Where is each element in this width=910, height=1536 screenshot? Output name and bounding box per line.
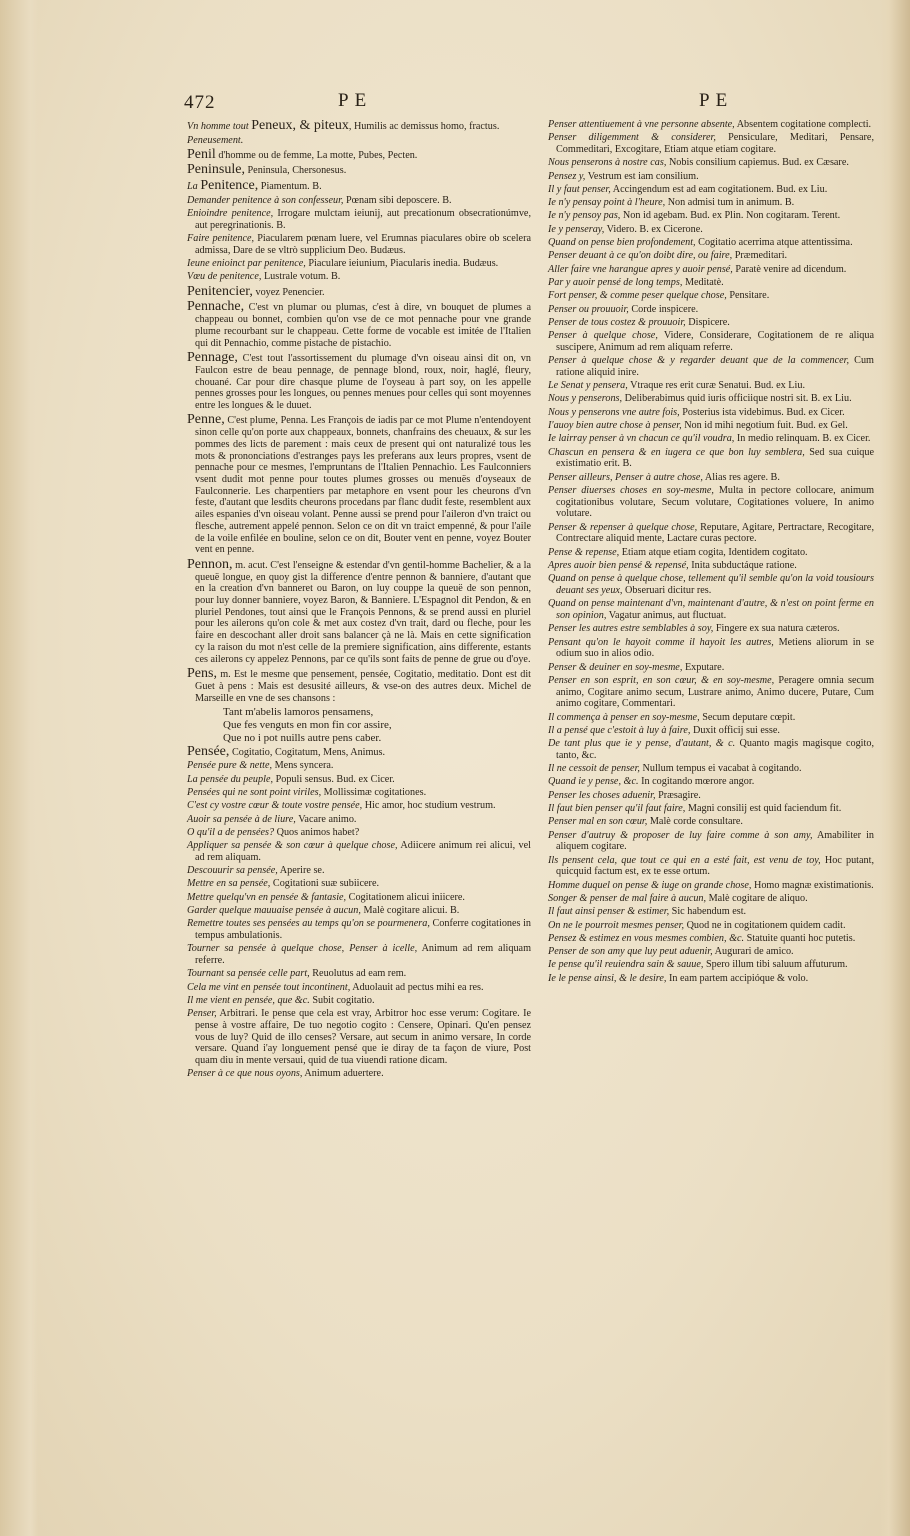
dictionary-entry bbox=[548, 355, 874, 378]
entry-definition: Malè cogitare de aliquo. bbox=[706, 892, 808, 904]
entry-french-phrase: Tourner sa pensée à quelque chose, Penser à icelle, bbox=[187, 943, 418, 955]
dictionary-entry bbox=[548, 623, 874, 635]
entry-french-phrase: Garder quelque mauuaise pensée à aucun, bbox=[187, 905, 361, 917]
entry-french-phrase: De tant plus que ie y pense, d'autant, & c. bbox=[548, 738, 736, 750]
dictionary-entry bbox=[548, 304, 874, 316]
dictionary-entry bbox=[548, 816, 874, 828]
entry-french-phrase: Il commença à penser en soy-mesme, bbox=[548, 711, 700, 723]
entry-definition: Multa in pectore collocare, animum cogitationibus volutare, Secum volutare, Cogitationes voluere, In animo volutare. bbox=[556, 484, 874, 520]
entry-french-phrase: Vn homme tout bbox=[187, 121, 249, 132]
entry-french-phrase: On ne le pourroit mesmes penser, bbox=[548, 919, 685, 931]
entry-french-phrase: I'auoy bien autre chose à penser, bbox=[548, 420, 682, 432]
dictionary-entry bbox=[187, 179, 531, 193]
dictionary-entry bbox=[187, 774, 531, 786]
entry-french-phrase: Apres auoir bien pensé & repensé, bbox=[548, 559, 689, 571]
entry-french-phrase: Penser deuant à ce qu'on doibt dire, ou faire, bbox=[548, 250, 733, 262]
dictionary-entry bbox=[187, 558, 531, 666]
entry-headword: Pennache, bbox=[187, 299, 245, 315]
entry-french-phrase: Ils pensent cela, que tout ce qui en a esté fait, est venu de toy, bbox=[548, 854, 821, 866]
entry-definition: Cogitationi suæ subiicere. bbox=[270, 878, 380, 890]
entry-french-phrase: Quand ie y pense, &c. bbox=[548, 776, 639, 788]
entry-definition: Hic amor, hoc studium vestrum. bbox=[362, 800, 496, 812]
entry-definition: Spero illum tibi saluum affuturum. bbox=[703, 959, 848, 971]
entry-headword: Penitencier, bbox=[187, 283, 253, 299]
entry-definition: Sic habendum est. bbox=[669, 906, 747, 918]
entry-french-phrase: Homme duquel on pense & iuge on grande chose, bbox=[548, 879, 752, 891]
entry-french-phrase: Ie lairray penser à vn chacun ce qu'il voudra, bbox=[548, 433, 735, 445]
right-running-head: P E bbox=[699, 90, 729, 111]
dictionary-entry bbox=[548, 920, 874, 932]
entry-definition: Peragere omnia secum animo, Cogitare animo secum, Lustrare animo, Animo ducere, Putare, Cum animo cogitare, Commentari. bbox=[556, 674, 875, 710]
left-running-head: P E bbox=[338, 90, 368, 111]
dictionary-entry bbox=[548, 237, 874, 249]
entry-french-phrase: Il faut ainsi penser & estimer, bbox=[548, 906, 670, 918]
entry-french-phrase: Tournant sa pensée celle part, bbox=[187, 968, 310, 980]
dictionary-entry bbox=[187, 258, 531, 270]
entry-french-phrase: Songer & penser de mal faire à aucun, bbox=[548, 892, 707, 904]
dictionary-entry bbox=[548, 973, 874, 985]
entry-french-phrase: Pense & repense, bbox=[548, 546, 620, 558]
entry-french-phrase: Penser de son amy que luy peut aduenir, bbox=[548, 946, 713, 958]
dictionary-entry bbox=[548, 171, 874, 183]
entry-definition: Obseruari dicitur res. bbox=[622, 584, 712, 596]
entry-definition: Inita subductáque ratione. bbox=[688, 559, 797, 571]
entry-french-phrase: La bbox=[187, 181, 198, 193]
entry-french-phrase: Demander penitence à son confesseur, bbox=[187, 194, 344, 206]
dictionary-entry bbox=[187, 968, 531, 980]
dictionary-entry bbox=[187, 982, 531, 994]
entry-definition: In cogitando mœrore angor. bbox=[638, 776, 755, 788]
entry-definition: Non id agebam. Bud. ex Plin. Non cogitaram. Terent. bbox=[620, 210, 841, 222]
entry-definition: Arbitrari. Ie pense que cela est vray, Arbitror hoc esse verum: Cogitare. Ie pense à vostre affaire, De tuo negotio cogito : Censere, Opinari. Qu'en pensez vous de luy? Quid de illo censes? Versare, aut secum in animo versare, In corde versare. Quand i'ay longuement pensé que ie diray de ta façon de viure, Post quam diu in mente versaui, quid de tua viuendi ratione dicam. bbox=[195, 1008, 531, 1067]
dictionary-entry bbox=[187, 760, 531, 772]
dictionary-entry bbox=[187, 827, 531, 839]
entry-definition: Irrogare mulctam ieiunij, aut precationum obsecrationúmve, aut peregrinationis. B. bbox=[195, 207, 531, 231]
entry-french-phrase: Penser diuerses choses en soy-mesme, bbox=[548, 484, 714, 496]
entry-definition: Metiens aliorum in se odium suo in alios odio. bbox=[556, 636, 875, 660]
dictionary-entry bbox=[548, 420, 874, 432]
entry-definition: Etiam atque etiam cogita, Identidem cogitato. bbox=[619, 546, 808, 558]
entry-definition: Aperire se. bbox=[277, 865, 325, 877]
entry-french-phrase: Il y faut penser, bbox=[548, 183, 611, 195]
dictionary-entry bbox=[187, 745, 531, 759]
entry-definition: Dispicere. bbox=[685, 316, 730, 328]
dictionary-entry bbox=[548, 380, 874, 392]
dictionary-entry bbox=[548, 210, 874, 222]
dictionary-entry bbox=[187, 148, 531, 162]
dictionary-entry bbox=[548, 637, 874, 660]
entry-french-phrase: Penser de tous costez & prouuoir, bbox=[548, 316, 686, 328]
verse-quotation bbox=[223, 706, 531, 745]
entry-french-phrase: Penser d'autruy & proposer de luy faire comme à son amy, bbox=[548, 829, 813, 841]
dictionary-entry bbox=[548, 547, 874, 559]
entry-french-phrase: Penser ailleurs, Penser à autre chose, bbox=[548, 471, 703, 483]
dictionary-entry bbox=[187, 195, 531, 207]
dictionary-entry bbox=[548, 855, 874, 878]
entry-french-phrase: Penser à quelque chose, bbox=[548, 330, 658, 342]
dictionary-entry bbox=[548, 959, 874, 971]
entry-french-phrase: Penser à quelque chose & y regarder deuant que de la commencer, bbox=[548, 355, 850, 367]
entry-french-phrase: Penser diligemment & considerer, bbox=[548, 132, 716, 144]
entry-definition: Præsagire. bbox=[655, 789, 701, 801]
entry-french-phrase: Ie n'y pensoy pas, bbox=[548, 210, 621, 222]
entry-definition: Magni consilij est quid faciendum fit. bbox=[685, 803, 842, 815]
entry-definition: In eam partem accipióque & volo. bbox=[666, 972, 809, 984]
entry-definition: Animum aduertere. bbox=[302, 1068, 384, 1080]
dictionary-entry bbox=[548, 560, 874, 572]
entry-definition: C'est tout l'assortissement du plumage d'vn oiseau ainsi dit on, vn Faulcon estre de beau pennage, de pennage blond, roux, noir, haglé, fleury, chouané. Car pour dire chasque plume de l'oyseau à part soy, on les appelle pennes grosses pour les longues, ou pennes menues pour celles qui sont moyennes entre les longues & le duuet. bbox=[195, 352, 531, 411]
entry-definition: In medio relinquam. B. ex Cicer. bbox=[734, 433, 871, 445]
dictionary-entry bbox=[187, 1008, 531, 1067]
entry-french-phrase: O qu'il a de pensées? bbox=[187, 826, 275, 838]
dictionary-entry bbox=[187, 905, 531, 917]
entry-french-phrase: Mettre en sa pensée, bbox=[187, 878, 271, 890]
dictionary-entry bbox=[548, 317, 874, 329]
entry-french-phrase: Quand on pense bien profondement, bbox=[548, 237, 696, 249]
entry-french-phrase: Il ne cessoit de penser, bbox=[548, 763, 640, 775]
dictionary-entry bbox=[548, 447, 874, 470]
entry-definition: Videre, Considerare, Cogitationem de re aliqua suscipere, Animum ad rem aliquam referre. bbox=[556, 330, 874, 353]
dictionary-entry bbox=[548, 119, 874, 131]
entry-headword: Pensée, bbox=[187, 743, 230, 759]
entry-definition: Vagatur animus, aut fluctuat. bbox=[606, 609, 727, 621]
entry-definition: Reputare, Agitare, Pertractare, Recogitare, Contrectare aliquid mente, Lactare curas pectore. bbox=[556, 521, 874, 545]
entry-definition: Subit cogitatio. bbox=[309, 994, 375, 1006]
dictionary-entry bbox=[548, 250, 874, 262]
dictionary-entry bbox=[548, 946, 874, 958]
entry-french-phrase: Descouurir sa pensée, bbox=[187, 865, 278, 877]
right-column bbox=[548, 119, 874, 986]
verse-line: Que no i pot nuills autre pens caber. bbox=[223, 731, 382, 744]
entry-definition: Quanto magis magisque cogito, tanto, &c. bbox=[556, 738, 874, 761]
dictionary-entry bbox=[548, 803, 874, 815]
entry-french-phrase: Mettre quelqu'vn en pensée & fantasie, bbox=[187, 891, 347, 903]
entry-definition: Corde inspicere. bbox=[628, 303, 699, 315]
entry-headword: Peneux, & piteux bbox=[251, 118, 349, 133]
entry-french-phrase: Il a pensé que c'estoit à luy à faire, bbox=[548, 724, 691, 736]
entry-french-phrase: Nous y penserons vne autre fois, bbox=[548, 406, 680, 418]
entry-french-phrase: Le Senat y pensera, bbox=[548, 380, 628, 392]
entry-french-phrase: La pensée du peuple, bbox=[187, 773, 274, 785]
entry-definition: Secum deputare cœpit. bbox=[699, 711, 796, 723]
dictionary-entry bbox=[548, 393, 874, 405]
dictionary-entry bbox=[187, 285, 531, 299]
entry-definition: Deliberabimus quid iuris officiique nostri sit. B. ex Liu. bbox=[622, 393, 852, 405]
entry-definition: C'est vn plumar ou plumas, c'est à dire, vn bouquet de plumes a chappeau ou bonnet, combien qu'on vse de ce mot pennache pour vne grande plume recourbant sur le chappeau. Cette forme de vocable est imitée de l'Italien qui dit Pennachio, comme pistache de pistachio. bbox=[195, 302, 531, 349]
entry-french-phrase: Chascun en pensera & en iugera ce que bon luy semblera, bbox=[548, 446, 805, 458]
dictionary-entry bbox=[548, 763, 874, 775]
dictionary-entry bbox=[187, 233, 531, 256]
dictionary-entry bbox=[548, 224, 874, 236]
entry-headword: Pennon, bbox=[187, 556, 233, 572]
dictionary-entry bbox=[548, 906, 874, 918]
entry-definition: Pœnam sibi deposcere. B. bbox=[343, 194, 452, 206]
dictionary-entry bbox=[187, 814, 531, 826]
dictionary-entry bbox=[187, 892, 531, 904]
entry-french-phrase: Pensées qui ne sont point viriles, bbox=[187, 787, 322, 798]
entry-definition: Populi sensus. Bud. ex Cicer. bbox=[273, 773, 395, 785]
entry-definition: Pensitare. bbox=[726, 290, 770, 302]
entry-definition: C'est plume, Penna. Les François de iadis par ce mot Plume n'entendoyent sinon celle qu'on porte aux chappeaux, bonnets, chanfrains des cheuaux, & sur les pommes des licts de parement : mais ceux de present qui ont naturalizé tous les mots & prononciations d'estranges pays les preferans aux leurs propres, vsent de pennache pour ce mesmes, l'empruntans de l'Italien Pennachio. Les Faulconniers vsent dudit mot penne pour toutes plumes grosses ou menuës d'oyseaux de Faulconnerie. Les charpentiers par metaphore en vsent pour les cheurons d'vn feste, d'autant que lesdits cheurons procedans par flanc dudit feste, resemblent aux ailes espanies d'vn oiseau volant. Penne aussi se prend pour l'aileron d'vn traict ou flesche, autrement appelé pennon. Selon ce on dit vn traict empenné, & pour l'aile de la voile enfilée en bouline, selon ce on dit, Bouter vent en penne, voyez Bouter vent en penne. bbox=[195, 415, 531, 556]
entry-definition: Mollissimæ cogitationes. bbox=[321, 787, 427, 798]
dictionary-entry bbox=[548, 893, 874, 905]
entry-definition: Amabiliter in aliquem cogitare. bbox=[556, 829, 874, 853]
entry-french-phrase: Penser en son esprit, en son cœur, & en soy-mesme, bbox=[548, 674, 775, 686]
entry-definition: Sed sua cuique existimatio erit. B. bbox=[556, 446, 874, 470]
dictionary-entry bbox=[548, 522, 874, 545]
entry-french-phrase: Penser ou prouuoir, bbox=[548, 303, 629, 315]
dictionary-entry bbox=[548, 472, 874, 484]
dictionary-entry bbox=[548, 675, 874, 710]
entry-definition: Piacularem pœnam luere, vel Erumnas piaculares obire ob scelera admissa, Dare de se vltrò supplicium Deo. Budæus. bbox=[195, 232, 531, 256]
entry-french-phrase: Appliquer sa pensée & son cœur à quelque chose, bbox=[187, 840, 398, 852]
dictionary-entry bbox=[548, 573, 874, 596]
entry-definition: Absentem cogitatione complecti. bbox=[734, 119, 872, 130]
dictionary-entry bbox=[548, 264, 874, 276]
entry-french-phrase: Aller faire vne harangue apres y auoir pensé, bbox=[548, 263, 733, 275]
dictionary-entry bbox=[187, 787, 531, 799]
dictionary-entry bbox=[187, 300, 531, 349]
entry-definition: Exputare. bbox=[682, 661, 725, 673]
dictionary-entry bbox=[548, 197, 874, 209]
entry-definition: Quos animos habet? bbox=[274, 826, 360, 838]
dictionary-entry bbox=[548, 933, 874, 945]
entry-french-phrase: Penser les autres estre semblables à soy, bbox=[548, 623, 714, 635]
verse-line: Tant m'abelis lamoros pensamens, bbox=[223, 705, 374, 718]
dictionary-entry bbox=[548, 880, 874, 892]
entry-definition: Duxit officij sui esse. bbox=[690, 724, 780, 736]
dictionary-entry bbox=[548, 132, 874, 155]
entry-definition: Conferre cogitationes in tempus ambulationis. bbox=[195, 918, 532, 942]
entry-definition: Meditatè. bbox=[682, 276, 724, 288]
entry-french-phrase: Faire penitence, bbox=[187, 232, 255, 244]
entry-definition: Cogitationem alicui iniicere. bbox=[346, 891, 465, 903]
entry-french-phrase: Pensez & estimez en vous mesmes combien, &c. bbox=[548, 932, 745, 944]
entry-definition: Fingere ex sua natura cæteros. bbox=[713, 623, 840, 635]
dictionary-entry bbox=[548, 598, 874, 621]
entry-definition: Animum ad rem aliquam referre. bbox=[195, 943, 532, 967]
entry-french-phrase: Pensez y, bbox=[548, 170, 586, 182]
entry-definition: Nullum tempus ei vacabat à cogitando. bbox=[639, 763, 802, 775]
entry-definition: Paratè venire ad dicendum. bbox=[732, 263, 847, 275]
entry-definition: Statuite quanti hoc putetis. bbox=[744, 932, 856, 944]
left-column bbox=[187, 119, 531, 1082]
entry-definition: Vtraque res erit curæ Senatui. Bud. ex Liu. bbox=[627, 380, 805, 392]
entry-definition: Videro. B. ex Cicerone. bbox=[604, 223, 703, 235]
dictionary-entry bbox=[548, 485, 874, 520]
entry-definition: Quod ne in cogitationem quidem cadit. bbox=[684, 919, 846, 931]
entry-french-phrase: Penser mal en son cœur, bbox=[548, 816, 648, 828]
entry-definition: Augurari de amico. bbox=[712, 946, 794, 958]
entry-definition: m. Est le mesme que pensement, pensée, Cogitatio, meditatio. Dont est dit Guet à pens : Mais est desusité ailleurs, & vse-on des autres deux. Michel de Marseille en vne de ses chansons : bbox=[195, 668, 531, 704]
dictionary-entry bbox=[548, 790, 874, 802]
dictionary-entry bbox=[548, 712, 874, 724]
entry-french-phrase: Enioindre penitence, bbox=[187, 207, 274, 219]
entry-definition: Mens syncera. bbox=[272, 760, 334, 772]
dictionary-entry bbox=[548, 277, 874, 289]
entry-french-phrase: Par y auoir pensé de long temps, bbox=[548, 276, 683, 288]
dictionary-entry bbox=[548, 433, 874, 445]
entry-french-phrase: Penser & deuiner en soy-mesme, bbox=[548, 661, 683, 673]
dictionary-entry bbox=[548, 725, 874, 737]
dictionary-entry bbox=[187, 878, 531, 890]
dictionary-entry bbox=[187, 865, 531, 877]
dictionary-entry bbox=[548, 157, 874, 169]
entry-definition: Malè cogitare alicui. B. bbox=[360, 905, 460, 917]
entry-french-phrase: Penser les choses aduenir, bbox=[548, 789, 656, 801]
dictionary-entry bbox=[187, 351, 531, 412]
dictionary-entry bbox=[187, 995, 531, 1007]
entry-definition: d'homme ou de femme, La motte, Pubes, Pecten. bbox=[215, 149, 418, 161]
entry-headword: Peninsule, bbox=[187, 162, 245, 178]
entry-french-phrase: Penser, bbox=[187, 1008, 217, 1020]
dictionary-entry bbox=[187, 119, 531, 133]
entry-definition: voyez Penencier. bbox=[252, 286, 325, 298]
entry-definition: Hoc putant, quicquid factum est, ex te esse ortum. bbox=[556, 854, 875, 878]
entry-french-phrase: Penser & repenser à quelque chose, bbox=[548, 521, 698, 533]
entry-definition: Reuolutus ad eam rem. bbox=[309, 968, 407, 980]
entry-definition: Malè corde consultare. bbox=[647, 816, 743, 828]
dictionary-entry bbox=[187, 840, 531, 863]
entry-headword: Pennage, bbox=[187, 349, 238, 365]
entry-french-phrase: Auoir sa pensée à de liure, bbox=[187, 813, 296, 825]
dictionary-entry bbox=[548, 290, 874, 302]
entry-french-phrase: Nous penserons à nostre cas, bbox=[548, 157, 667, 169]
entry-definition: Non id mihi negotium fuit. Bud. ex Gel. bbox=[681, 420, 848, 432]
entry-french-phrase: Peneusement. bbox=[187, 134, 244, 146]
entry-definition: Non admisi tum in animum. B. bbox=[665, 197, 795, 209]
entry-french-phrase: Pensant qu'on le hayoit comme il hayoit les autres, bbox=[548, 636, 774, 648]
verse-line: Que fes venguts en mon fin cor assire, bbox=[223, 718, 392, 731]
dictionary-entry bbox=[548, 776, 874, 788]
entry-french-phrase: Cela me vint en pensée tout incontinent, bbox=[187, 981, 351, 993]
entry-definition: Præmeditari. bbox=[732, 250, 788, 262]
entry-definition: Vacare animo. bbox=[295, 813, 357, 825]
entry-headword: Penitence, bbox=[200, 178, 259, 194]
entry-french-phrase: Pensée pure & nette, bbox=[187, 760, 273, 772]
entry-definition: Cogitatio acerrima atque attentissima. bbox=[695, 237, 853, 249]
entry-definition: Vestrum est iam consilium. bbox=[585, 170, 699, 182]
entry-french-phrase: Ie y penseray, bbox=[548, 223, 605, 235]
dictionary-entry bbox=[548, 330, 874, 353]
entry-french-phrase: Remettre toutes ses pensées au temps qu'on se pourmenera, bbox=[187, 918, 430, 930]
entry-headword: Pens, bbox=[187, 665, 217, 681]
entry-french-phrase: Il me vient en pensée, que &c. bbox=[187, 994, 310, 1006]
entry-french-phrase: Penser à ce que nous oyons, bbox=[187, 1068, 303, 1080]
page-header bbox=[0, 90, 910, 120]
dictionary-entry bbox=[548, 830, 874, 853]
dictionary-entry bbox=[187, 208, 531, 231]
entry-french-phrase: Ieune enioinct par penitence, bbox=[187, 257, 306, 269]
entry-french-phrase: Quand on pense à quelque chose, tellement qu'il semble qu'on la void tousiours deuant ses yeux, bbox=[548, 573, 874, 596]
entry-definition: Homo magnæ existimationis. bbox=[751, 879, 874, 891]
entry-headword: Penil bbox=[187, 146, 216, 162]
entry-definition: Pensiculare, Meditari, Pensare, Commeditari, Excogitare, Etiam atque etiam cogitare. bbox=[556, 132, 874, 155]
dictionary-entry bbox=[548, 184, 874, 196]
entry-definition: Adiicere animum rei alicui, vel ad rem aliquam. bbox=[195, 840, 532, 863]
entry-definition: Posterius ista videbimus. Bud. ex Cicer. bbox=[679, 406, 845, 418]
entry-definition: Cogitatio, Cogitatum, Mens, Animus. bbox=[229, 746, 386, 758]
entry-french-phrase: Ie pense qu'il reuiendra sain & sauue, bbox=[548, 959, 704, 971]
dictionary-entry bbox=[187, 163, 531, 177]
entry-definition: Alias res agere. B. bbox=[702, 471, 780, 483]
entry-definition: Piaculare ieiunium, Piacularis inedia. Budæus. bbox=[305, 257, 499, 269]
entry-french-phrase: Il faut bien penser qu'il faut faire, bbox=[548, 803, 686, 815]
entry-definition: Nobis consilium capiemus. Bud. ex Cæsare. bbox=[666, 157, 849, 169]
entry-french-phrase: Vœu de penitence, bbox=[187, 271, 262, 283]
entry-definition: , Humilis ac demissus homo, fractus. bbox=[348, 121, 500, 132]
entry-french-phrase: Nous y penserons, bbox=[548, 393, 623, 405]
entry-french-phrase: Quand on pense maintenant d'vn, maintenant d'autre, & n'est on point ferme en son opinion, bbox=[548, 598, 874, 621]
entry-french-phrase: C'est cy vostre cœur & toute vostre pensée, bbox=[187, 800, 363, 812]
entry-french-phrase: Fort penser, & comme peser quelque chose, bbox=[548, 290, 727, 302]
entry-definition: Peninsula, Chersonesus. bbox=[244, 165, 347, 177]
entry-definition: Aduolauit ad pectus mihi ea res. bbox=[350, 981, 484, 993]
dictionary-entry bbox=[187, 1068, 531, 1080]
entry-french-phrase: Ie n'y pensay point à l'heure, bbox=[548, 197, 666, 209]
page-number: 472 bbox=[184, 92, 216, 113]
dictionary-entry bbox=[548, 738, 874, 761]
dictionary-entry bbox=[187, 918, 531, 941]
dictionary-entry bbox=[187, 135, 531, 147]
dictionary-entry bbox=[187, 413, 531, 556]
dictionary-entry bbox=[548, 407, 874, 419]
entry-definition: Piamentum. B. bbox=[258, 181, 322, 193]
dictionary-entry bbox=[187, 271, 531, 283]
entry-french-phrase: Penser attentiuement à vne personne absente, bbox=[548, 119, 735, 130]
entry-headword: Penne, bbox=[187, 412, 225, 428]
entry-definition: m. acut. C'est l'enseigne & estendar d'vn gentil-homme Bachelier, & a la queuë longue, en quoy gist la difference d'entre pennon & banniere, d'autant que en la creation d'vn banneret ou Baron, on luy couppe la queuë de son pennon, pour luy donner banniere, voyez Baron, & Banniere. L'Espagnol dit Pendon, & en pluriel Pendones, tout ainsi que le François Pennons, & se prend aussi en pluriel pour les ailerons qu'on cole & met aux costez d'vn trait, dard ou fleche, pour les faire en descochant aller droit sans balancer çà ne là. Mais en cette signification cy la raison du mot n'est celle de la premiere signification, ains differente, estants ces ailerons cy appelez Pennons, par ce qu'ils sont faits de penne de grue ou d'oye. bbox=[195, 559, 531, 665]
entry-definition: Cum ratione aliquid inire. bbox=[556, 355, 874, 378]
entry-definition: Accingendum est ad eam cogitationem. Bud. ex Liu. bbox=[610, 183, 828, 195]
dictionary-entry bbox=[187, 943, 531, 966]
dictionary-entry bbox=[187, 800, 531, 812]
entry-definition: Lustrale votum. B. bbox=[261, 271, 341, 283]
dictionary-entry bbox=[187, 667, 531, 704]
dictionary-entry bbox=[548, 662, 874, 674]
entry-french-phrase: Ie le pense ainsi, & le desire, bbox=[548, 972, 667, 984]
